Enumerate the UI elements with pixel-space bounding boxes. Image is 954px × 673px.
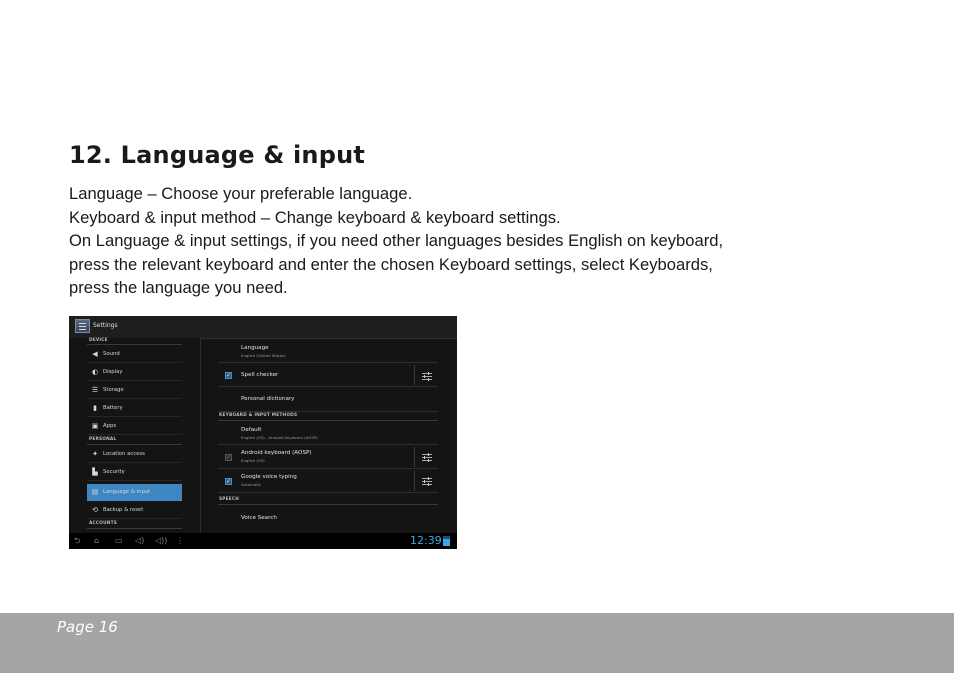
sidebar-item-label: Sound: [103, 351, 120, 357]
nav-section-personal: PERSONAL: [89, 437, 117, 442]
apps-icon: ▣: [91, 422, 99, 430]
sidebar-item-label: Language & input: [103, 489, 151, 495]
location-icon: ✦: [92, 450, 98, 458]
pref-google-voice-typing[interactable]: [218, 469, 438, 493]
body-line: press the language you need.: [69, 278, 288, 297]
footer-bar: [0, 613, 954, 673]
pref-spell-checker[interactable]: [218, 363, 438, 387]
body-line: Language – Choose your preferable language.: [69, 184, 413, 203]
sidebar-item-apps[interactable]: [87, 418, 182, 435]
volume-up-icon[interactable]: ◁)): [155, 536, 168, 545]
home-icon[interactable]: ⌂: [94, 536, 100, 545]
divider: [414, 365, 415, 385]
settings-screenshot: [69, 316, 457, 549]
divider: [87, 344, 182, 345]
page-number: Page 16: [57, 618, 118, 636]
action-bar-title: Settings: [93, 322, 118, 329]
sidebar-item-label: Apps: [103, 423, 117, 429]
storage-icon: ☰: [91, 386, 99, 394]
section-keyboard-input-methods: KEYBOARD & INPUT METHODS: [219, 413, 298, 418]
sidebar-item-display[interactable]: [87, 364, 182, 381]
battery-status-icon: [443, 536, 450, 546]
pref-default-keyboard[interactable]: [218, 421, 438, 445]
pref-title: Google voice typing: [241, 474, 297, 480]
pref-personal-dictionary[interactable]: [218, 387, 438, 412]
settings-sliders-icon[interactable]: [422, 372, 432, 380]
sidebar-item-label: Battery: [103, 405, 123, 411]
lock-icon: ▙: [92, 468, 98, 476]
body-text: [69, 182, 789, 300]
pref-title: Default: [241, 427, 262, 433]
speaker-icon: ◀: [92, 350, 98, 358]
sidebar-item-security[interactable]: [87, 464, 182, 481]
divider: [414, 447, 415, 467]
back-icon[interactable]: ⮌: [74, 536, 81, 545]
pref-summary: English (US) - Android keyboard (AOSP): [241, 435, 318, 440]
pref-summary: English (United States): [241, 353, 286, 358]
section-speech: SPEECH: [219, 497, 240, 502]
sidebar-item-language-input[interactable]: [87, 484, 182, 501]
settings-sliders-icon[interactable]: [422, 453, 432, 461]
sidebar-item-label: Display: [103, 369, 123, 375]
pref-language[interactable]: [218, 338, 438, 363]
settings-nav: [69, 338, 200, 533]
pref-title: Spell checker: [241, 372, 279, 378]
pref-title: Voice Search: [241, 515, 277, 521]
divider: [87, 444, 182, 445]
nav-section-device: DEVICE: [89, 338, 108, 343]
pref-title: Language: [241, 345, 269, 351]
body-line: press the relevant keyboard and enter the chosen Keyboard settings, select Keyboards,: [69, 254, 713, 274]
battery-icon: ▮: [93, 404, 97, 412]
settings-app-icon: [75, 319, 90, 333]
spell-checker-checkbox[interactable]: ✓: [226, 372, 232, 379]
sidebar-item-label: Security: [103, 469, 125, 475]
pref-title: Personal dictionary: [241, 396, 295, 402]
sidebar-item-label: Location access: [103, 451, 145, 457]
sidebar-item-backup-reset[interactable]: [87, 502, 182, 519]
body-line: Keyboard & input method – Change keyboard & keyboard settings.: [69, 207, 561, 227]
system-bar: [69, 533, 457, 549]
sidebar-item-sound[interactable]: [87, 346, 182, 363]
settings-sliders-icon[interactable]: [422, 477, 432, 485]
pref-summary: English (US): [241, 458, 265, 463]
clock: 12:39: [410, 534, 442, 547]
page-title: 12. Language & input: [69, 141, 366, 169]
pref-voice-search[interactable]: [218, 505, 438, 533]
android-keyboard-checkbox[interactable]: ✓: [226, 454, 232, 461]
language-icon: ▤: [91, 488, 99, 496]
backup-icon: ⟲: [92, 506, 98, 514]
volume-down-icon[interactable]: ◁): [135, 536, 145, 545]
sidebar-item-battery[interactable]: [87, 400, 182, 417]
settings-detail: [201, 338, 457, 533]
sidebar-item-label: Backup & reset: [103, 507, 144, 513]
divider: [414, 471, 415, 491]
recent-apps-icon[interactable]: ▭: [115, 536, 123, 545]
menu-icon[interactable]: ⋮: [176, 536, 184, 545]
pref-android-keyboard[interactable]: [218, 445, 438, 469]
sidebar-item-location-access[interactable]: [87, 446, 182, 463]
pref-title: Android keyboard (AOSP): [241, 450, 312, 456]
pref-summary: Automatic: [241, 482, 261, 487]
divider: [87, 528, 182, 529]
action-bar: [69, 316, 457, 339]
body-line: On Language & input settings, if you need other languages besides English on keyboard,: [69, 231, 724, 250]
google-voice-checkbox[interactable]: ✓: [226, 478, 232, 485]
brightness-icon: ◐: [91, 368, 99, 376]
nav-section-accounts: ACCOUNTS: [89, 521, 117, 526]
sidebar-item-storage[interactable]: [87, 382, 182, 399]
sidebar-item-label: Storage: [103, 387, 124, 393]
